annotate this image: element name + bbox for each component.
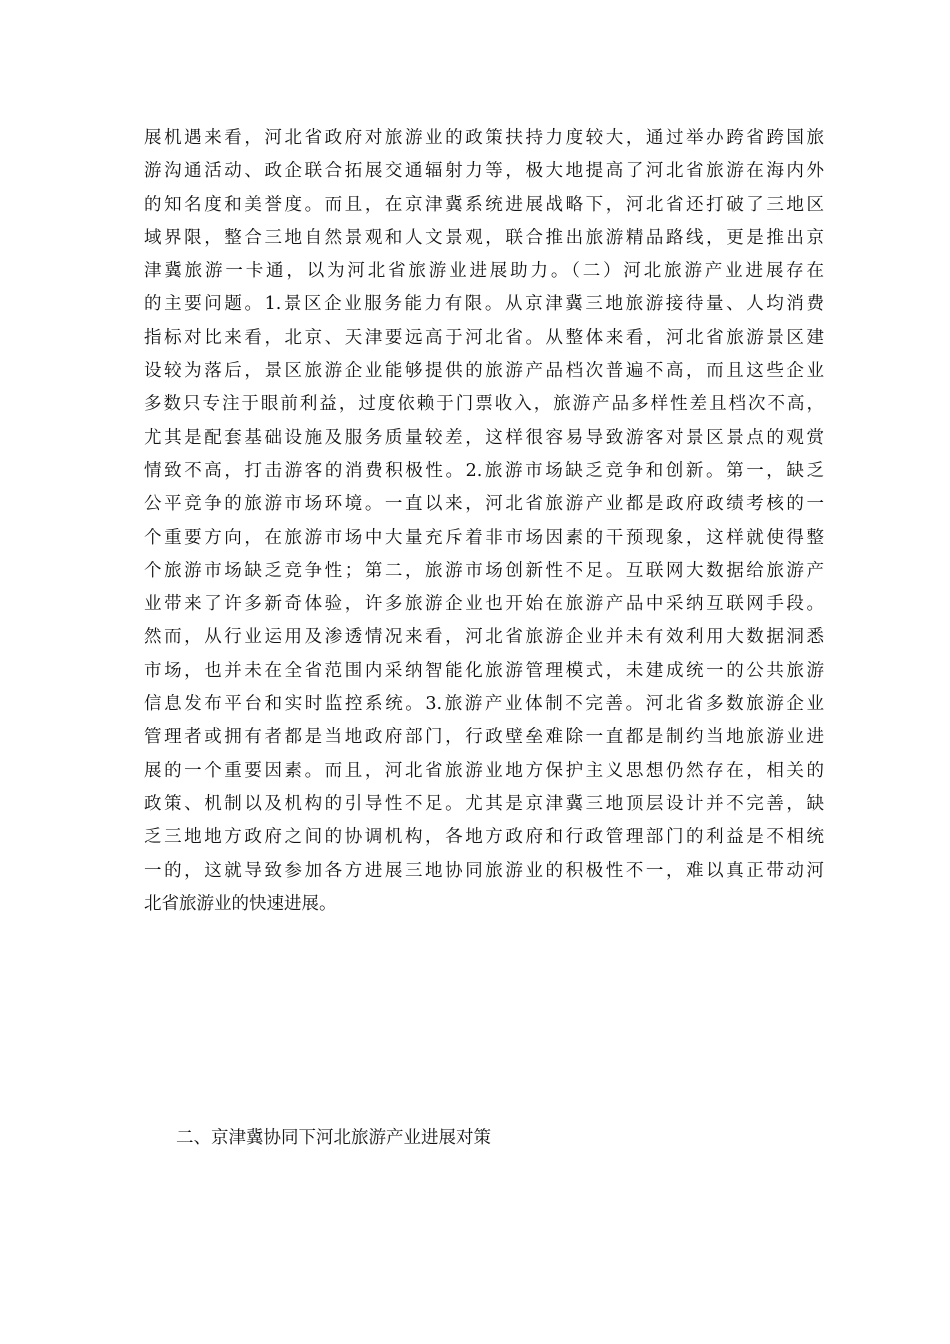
paragraph-line: 公平竞争的旅游市场环境。一直以来，河北省旅游产业都是政府政绩考核的一 — [144, 494, 824, 515]
paragraph-line: 信息发布平台和实时监控系统。3.旅游产业体制不完善。河北省多数旅游企业 — [144, 694, 824, 715]
paragraph-line: 设较为落后，景区旅游企业能够提供的旅游产品档次普遍不高，而且这些企业 — [144, 361, 824, 382]
paragraph-line: 个旅游市场缺乏竞争性；第二，旅游市场创新性不足。互联网大数据给旅游产 — [144, 560, 824, 581]
paragraph-line: 个重要方向，在旅游市场中大量充斥着非市场因素的干预现象，这样就使得整 — [144, 527, 824, 548]
paragraph-line: 乏三地地方政府之间的协调机构，各地方政府和行政管理部门的利益是不相统 — [144, 827, 824, 848]
paragraph-line: 然而，从行业运用及渗透情况来看，河北省旅游企业并未有效利用大数据洞悉 — [144, 627, 824, 648]
paragraph-line: 展的一个重要因素。而且，河北省旅游业地方保护主义思想仍然存在，相关的 — [144, 760, 824, 781]
paragraph-line: 尤其是配套基础设施及服务质量较差，这样很容易导致游客对景区景点的观赏 — [144, 427, 824, 448]
paragraph-line: 的知名度和美誉度。而且，在京津冀系统进展战略下，河北省还打破了三地区 — [144, 194, 824, 215]
paragraph-line: 情致不高，打击游客的消费积极性。2.旅游市场缺乏竞争和创新。第一，缺乏 — [144, 460, 824, 481]
paragraph-line: 政策、机制以及机构的引导性不足。尤其是京津冀三地顶层设计并不完善，缺 — [144, 793, 824, 814]
paragraph-line: 北省旅游业的快速进展。 — [144, 893, 337, 914]
paragraph-line: 多数只专注于眼前利益，过度依赖于门票收入，旅游产品多样性差且档次不高， — [144, 394, 824, 415]
paragraph-line: 指标对比来看，北京、天津要远高于河北省。从整体来看，河北省旅游景区建 — [144, 327, 824, 348]
paragraph-line: 市场，也并未在全省范围内采纳智能化旅游管理模式，未建成统一的公共旅游 — [144, 660, 824, 681]
paragraph-line: 的主要问题。1.景区企业服务能力有限。从京津冀三地旅游接待量、人均消费 — [144, 294, 824, 315]
body-paragraph — [144, 122, 824, 921]
section-heading: 二、京津冀协同下河北旅游产业进展对策 — [176, 1128, 491, 1148]
paragraph-line: 域界限，整合三地自然景观和人文景观，联合推出旅游精品路线，更是推出京 — [144, 227, 824, 248]
paragraph-line: 一的，这就导致参加各方进展三地协同旅游业的积极性不一，难以真正带动河 — [144, 860, 824, 881]
paragraph-line: 业带来了许多新奇体验，许多旅游企业也开始在旅游产品中采纳互联网手段。 — [144, 594, 824, 615]
paragraph-line: 津冀旅游一卡通，以为河北省旅游业进展助力。（二）河北旅游产业进展存在 — [144, 261, 824, 282]
paragraph-line: 展机遇来看，河北省政府对旅游业的政策扶持力度较大，通过举办跨省跨国旅 — [144, 128, 824, 148]
paragraph-line: 游沟通活动、政企联合拓展交通辐射力等，极大地提高了河北省旅游在海内外 — [144, 161, 824, 182]
paragraph-line: 管理者或拥有者都是当地政府部门，行政壁垒难除一直都是制约当地旅游业进 — [144, 727, 824, 748]
